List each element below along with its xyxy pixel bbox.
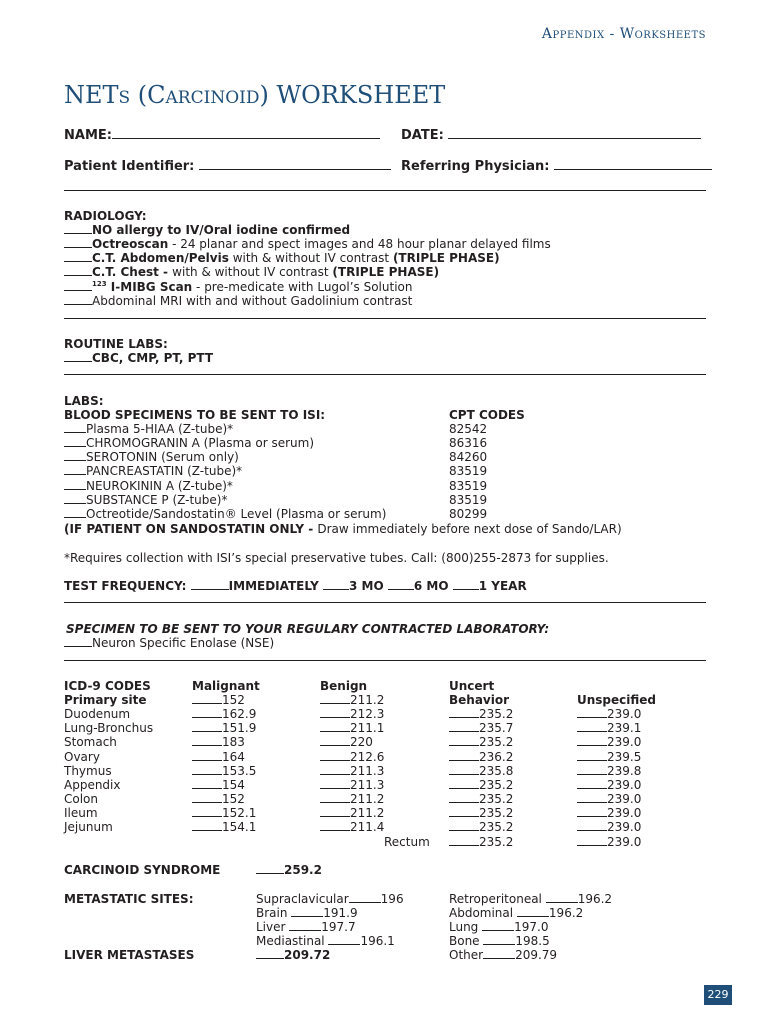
checkbox-blank[interactable] (64, 251, 92, 262)
icd-site: Jejunum (64, 820, 113, 834)
checkbox-blank[interactable] (64, 493, 86, 504)
icd-heading: ICD-9 CODES (64, 679, 151, 693)
checkbox-blank[interactable] (320, 820, 350, 831)
checkbox-blank[interactable] (546, 892, 578, 903)
icd-unspecified: 239.0 (577, 835, 641, 849)
checkbox-blank[interactable] (64, 479, 86, 490)
cpt-code: 86316 (449, 436, 488, 450)
checkbox-blank[interactable] (449, 792, 479, 803)
checkbox-blank[interactable] (577, 707, 607, 718)
routine-labs-heading: ROUTINE LABS: (64, 337, 168, 351)
checkbox-blank[interactable] (64, 436, 86, 447)
checkbox-blank[interactable] (388, 579, 414, 590)
cpt-code: 82542 (449, 422, 488, 436)
liver-metastases-label: LIVER METASTASES (64, 948, 195, 962)
checkbox-blank[interactable] (192, 707, 222, 718)
icd-unspecified: 239.0 (577, 792, 641, 806)
checkbox-blank[interactable] (320, 693, 350, 704)
checkbox-blank[interactable] (449, 764, 479, 775)
referring-field[interactable] (554, 159, 712, 170)
icd-site: Thymus (64, 764, 112, 778)
checkbox-blank[interactable] (64, 280, 92, 291)
lab-item: PANCREASTATIN (Z-tube)* (64, 464, 242, 478)
checkbox-blank[interactable] (449, 735, 479, 746)
preservative-note: *Requires collection with ISI’s special preservative tubes. Call: (800)255-2873 for supplies. (64, 551, 609, 565)
metastatic-site: Liver 197.7 (256, 920, 356, 934)
icd-malignant: 164 (192, 750, 245, 764)
uncert-heading: Uncert (449, 679, 495, 693)
unspecified-heading: Unspecified (577, 693, 657, 707)
icd-malignant: 153.5 (192, 764, 256, 778)
icd-benign: 212.3 (320, 707, 384, 721)
icd-site: Stomach (64, 735, 117, 749)
checkbox-blank[interactable] (577, 778, 607, 789)
checkbox-blank[interactable] (192, 806, 222, 817)
checkbox-blank[interactable] (64, 237, 92, 248)
checkbox-blank[interactable] (320, 721, 350, 732)
checkbox-blank[interactable] (64, 450, 86, 461)
cpt-heading: CPT CODES (449, 408, 525, 422)
checkbox-blank[interactable] (349, 892, 381, 903)
icd-uncertain: 235.2 (449, 735, 513, 749)
checkbox-blank[interactable] (320, 707, 350, 718)
divider (64, 318, 706, 319)
liver-metastases-code: 209.72 (256, 948, 330, 962)
radiology-item: Octreoscan - 24 planar and spect images and 48 hour planar delayed films (64, 237, 551, 251)
icd-benign: 212.6 (320, 750, 384, 764)
date-field[interactable] (448, 128, 701, 139)
metastatic-site: Retroperitoneal 196.2 (449, 892, 613, 906)
routine-labs-item: CBC, CMP, PT, PTT (64, 351, 213, 365)
checkbox-blank[interactable] (577, 735, 607, 746)
cpt-code: 84260 (449, 450, 488, 464)
carcinoid-syndrome-label: CARCINOID SYNDROME (64, 863, 221, 877)
icd-unspecified: 239.5 (577, 750, 641, 764)
referring-label: Referring Physician: (401, 159, 712, 174)
lab-item: Plasma 5-HIAA (Z-tube)* (64, 422, 233, 436)
icd-primary-site-heading: Primary site (64, 693, 147, 707)
test-frequency: TEST FREQUENCY: IMMEDIATELY 3 MO 6 MO 1 YEAR (64, 579, 527, 593)
icd-benign: 211.2 (320, 806, 384, 820)
metastatic-site: Other 209.79 (449, 948, 558, 962)
checkbox-blank[interactable] (256, 863, 284, 874)
benign-heading: Benign (320, 679, 368, 693)
cpt-code: 83519 (449, 493, 488, 507)
checkbox-blank[interactable] (192, 820, 222, 831)
icd-uncertain: 236.2 (449, 750, 513, 764)
icd-uncertain: 235.2 (449, 792, 513, 806)
checkbox-blank[interactable] (320, 764, 350, 775)
checkbox-blank[interactable] (577, 806, 607, 817)
icd-benign: 211.3 (320, 778, 384, 792)
checkbox-blank[interactable] (192, 693, 222, 704)
checkbox-blank[interactable] (64, 636, 92, 647)
icd-uncertain: 235.2 (449, 806, 513, 820)
icd-benign: 220 (320, 735, 373, 749)
checkbox-blank[interactable] (320, 778, 350, 789)
icd-uncertain: 235.8 (449, 764, 513, 778)
radiology-item: Abdominal MRI with and without Gadolinium contrast (64, 294, 412, 308)
icd-rectum-label: Rectum (384, 835, 430, 849)
icd-unspecified: 239.0 (577, 735, 641, 749)
icd-unspecified: 239.0 (577, 820, 641, 834)
checkbox-blank[interactable] (483, 948, 515, 959)
icd-malignant: 154.1 (192, 820, 256, 834)
checkbox-blank[interactable] (64, 294, 92, 305)
metastatic-site: Brain 191.9 (256, 906, 358, 920)
icd-benign: 211.1 (320, 721, 384, 735)
divider (64, 374, 706, 375)
checkbox-blank[interactable] (577, 820, 607, 831)
icd-unspecified: 239.0 (577, 778, 641, 792)
icd-unspecified: 239.8 (577, 764, 641, 778)
checkbox-blank[interactable] (192, 792, 222, 803)
icd-malignant: 151.9 (192, 721, 256, 735)
page-number: 229 (704, 985, 732, 1005)
radiology-item: $^{123}$ I-MIBG Scan - pre-medicate with Lugol’s Solution (64, 280, 412, 294)
checkbox-blank[interactable] (191, 579, 229, 590)
checkbox-blank[interactable] (64, 223, 92, 234)
lab-item: Octreotide/Sandostatin® Level (Plasma or serum) (64, 507, 386, 521)
checkbox-blank[interactable] (328, 934, 360, 945)
checkbox-blank[interactable] (192, 778, 222, 789)
checkbox-blank[interactable] (320, 806, 350, 817)
metastatic-site: Mediastinal 196.1 (256, 934, 395, 948)
checkbox-blank[interactable] (64, 507, 86, 518)
radiology-heading: RADIOLOGY: (64, 209, 147, 223)
checkbox-blank[interactable] (449, 707, 479, 718)
worksheet-title: NETs (Carcinoid) WORKSHEET (64, 81, 446, 109)
behavior-heading: Behavior (449, 693, 510, 707)
appendix-header: Appendix - Worksheets (541, 26, 706, 42)
icd-uncertain: 235.7 (449, 721, 513, 735)
labs-heading: LABS: (64, 394, 104, 408)
icd-malignant: 183 (192, 735, 245, 749)
lab-item: CHROMOGRANIN A (Plasma or serum) (64, 436, 314, 450)
checkbox-blank[interactable] (517, 906, 549, 917)
icd-benign: 211.2 (320, 693, 384, 707)
checkbox-blank[interactable] (483, 934, 515, 945)
checkbox-blank[interactable] (256, 948, 284, 959)
checkbox-blank[interactable] (577, 764, 607, 775)
lab-item: NEUROKININ A (Z-tube)* (64, 479, 233, 493)
checkbox-blank[interactable] (577, 835, 607, 846)
icd-uncertain: 235.2 (449, 778, 513, 792)
checkbox-blank[interactable] (577, 750, 607, 761)
checkbox-blank[interactable] (320, 792, 350, 803)
checkbox-blank[interactable] (449, 820, 479, 831)
divider (64, 660, 706, 661)
lab-item: SEROTONIN (Serum only) (64, 450, 239, 464)
icd-site: Ovary (64, 750, 100, 764)
name-label: NAME: (64, 128, 380, 143)
patient-id-label: Patient Identifier: (64, 159, 391, 174)
checkbox-blank[interactable] (64, 265, 92, 276)
lab-item: SUBSTANCE P (Z-tube)* (64, 493, 227, 507)
checkbox-blank[interactable] (453, 579, 479, 590)
carcinoid-syndrome-code: 259.2 (256, 863, 322, 877)
radiology-item: NO allergy to IV/Oral iodine confirmed (64, 223, 350, 237)
specimen-heading: SPECIMEN TO BE SENT TO YOUR REGULARY CONTRACTED LABORATORY: (66, 622, 550, 636)
checkbox-blank[interactable] (192, 764, 222, 775)
icd-unspecified: 239.0 (577, 707, 641, 721)
cpt-code: 83519 (449, 464, 488, 478)
icd-malignant: 152.1 (192, 806, 256, 820)
metastatic-sites-label: METASTATIC SITES: (64, 892, 194, 906)
divider (64, 602, 706, 603)
checkbox-blank[interactable] (449, 806, 479, 817)
icd-site: Lung-Bronchus (64, 721, 154, 735)
icd-uncertain: 235.2 (449, 707, 513, 721)
icd-malignant: 162.9 (192, 707, 256, 721)
radiology-item: C.T. Chest - with & without IV contrast (TRIPLE PHASE) (64, 265, 439, 279)
checkbox-blank[interactable] (449, 778, 479, 789)
sandostatin-note: (IF PATIENT ON SANDOSTATIN ONLY - Draw immediately before next dose of Sando/LAR) (64, 522, 622, 536)
checkbox-blank[interactable] (192, 735, 222, 746)
specimen-item: Neuron Specific Enolase (NSE) (64, 636, 274, 650)
labs-subheading: BLOOD SPECIMENS TO BE SENT TO ISI: (64, 408, 326, 422)
icd-site: Colon (64, 792, 99, 806)
radiology-item: C.T. Abdomen/Pelvis with & without IV contrast (TRIPLE PHASE) (64, 251, 500, 265)
checkbox-blank[interactable] (320, 750, 350, 761)
checkbox-blank[interactable] (64, 351, 92, 362)
checkbox-blank[interactable] (192, 721, 222, 732)
icd-benign: 211.2 (320, 792, 384, 806)
metastatic-site: Supraclavicular 196 (256, 892, 404, 906)
icd-malignant: 152 (192, 693, 245, 707)
divider (64, 190, 706, 191)
checkbox-blank[interactable] (64, 422, 86, 433)
checkbox-blank[interactable] (64, 464, 86, 475)
icd-site: Duodenum (64, 707, 131, 721)
checkbox-blank[interactable] (449, 721, 479, 732)
malignant-heading: Malignant (192, 679, 260, 693)
icd-unspecified: 239.1 (577, 721, 641, 735)
icd-uncertain: 235.2 (449, 820, 513, 834)
checkbox-blank[interactable] (291, 906, 323, 917)
icd-uncertain: 235.2 (449, 835, 513, 849)
icd-benign: 211.4 (320, 820, 384, 834)
metastatic-site: Abdominal 196.2 (449, 906, 584, 920)
checkbox-blank[interactable] (449, 750, 479, 761)
checkbox-blank[interactable] (320, 735, 350, 746)
icd-malignant: 154 (192, 778, 245, 792)
checkbox-blank[interactable] (323, 579, 349, 590)
icd-site: Ileum (64, 806, 98, 820)
checkbox-blank[interactable] (482, 920, 514, 931)
checkbox-blank[interactable] (289, 920, 321, 931)
checkbox-blank[interactable] (192, 750, 222, 761)
checkbox-blank[interactable] (577, 792, 607, 803)
checkbox-blank[interactable] (449, 835, 479, 846)
cpt-code: 83519 (449, 479, 488, 493)
checkbox-blank[interactable] (577, 721, 607, 732)
metastatic-site: Bone 198.5 (449, 934, 550, 948)
metastatic-site: Lung 197.0 (449, 920, 549, 934)
icd-site: Appendix (64, 778, 121, 792)
date-label: DATE: (401, 128, 701, 143)
icd-benign: 211.3 (320, 764, 384, 778)
patient-id-field[interactable] (199, 159, 391, 170)
cpt-code: 80299 (449, 507, 488, 521)
name-field[interactable] (112, 128, 380, 139)
icd-unspecified: 239.0 (577, 806, 641, 820)
icd-malignant: 152 (192, 792, 245, 806)
